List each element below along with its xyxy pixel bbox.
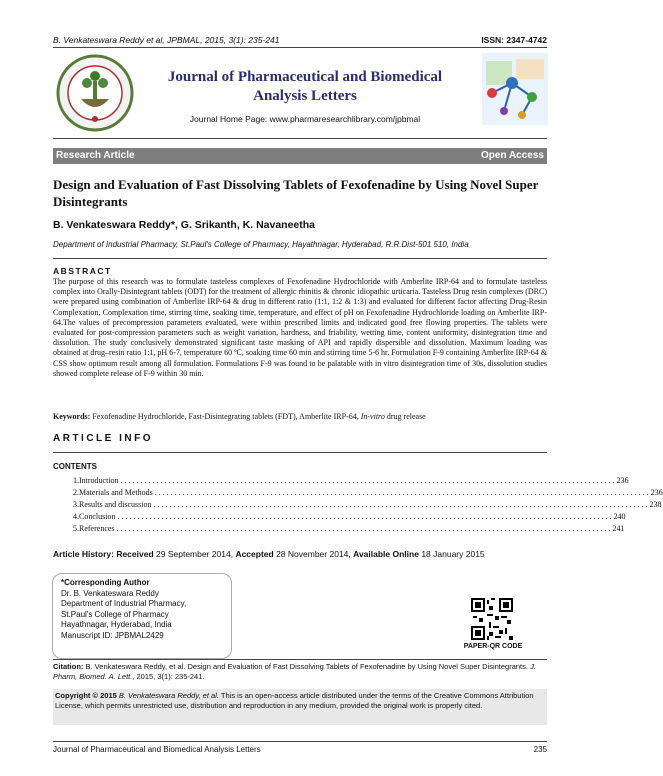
copyright-author: B. Venkateswara Reddy, et al.	[118, 691, 219, 700]
header-rule	[53, 47, 547, 48]
header-bottom-rule	[53, 138, 547, 139]
page-number: 235	[533, 745, 547, 754]
issn: ISSN: 2347-4742	[481, 35, 547, 45]
toc-title: Materials and Methods	[79, 488, 153, 497]
online-date: 18 January 2015	[421, 549, 485, 559]
toc-number: 2.	[73, 488, 79, 497]
toc-page: 240	[613, 512, 626, 521]
qr-code-caption: PAPER-QR CODE	[463, 643, 523, 650]
toc-page: 241	[612, 524, 625, 533]
corresponding-line: Manuscript ID: JPBMAL2429	[61, 630, 164, 640]
corresponding-line: Department of Industrial Pharmacy,	[61, 599, 187, 608]
online-label: Available Online	[353, 549, 419, 559]
toc-number: 4.	[73, 512, 79, 521]
footer-rule	[53, 741, 547, 742]
keywords-tail: drug release	[386, 412, 426, 421]
citation-text: B. Venkateswara Reddy, et al. Design and Evaluation of Fast Dissolving Tablets of Fexofenadine by Using Novel Super Disintegrants.	[85, 662, 528, 671]
authors: B. Venkateswara Reddy*, G. Srikanth, K. Navaneetha	[53, 219, 316, 231]
corresponding-line: Hayathnagar, Hyderabad, India	[61, 620, 172, 629]
journal-seal-logo	[55, 53, 135, 133]
toc-title: Results and discussion	[79, 500, 152, 509]
keywords-text: Fexofenadine Hydrochloride, Fast-Disintegrating tablets (FDT), Amberlite IRP-64,	[92, 412, 359, 421]
qr-code-icon[interactable]	[471, 598, 513, 640]
keywords	[53, 412, 547, 422]
citation	[53, 662, 547, 682]
copyright-text: This is an open-access article distributed under the terms of the Creative Commons Attribution License, which permits unrestricted use, distribution and reproduction in any medium, provided the original work is properly cited.	[55, 691, 534, 710]
toc-item[interactable]	[73, 509, 626, 521]
table-of-contents	[73, 473, 663, 533]
citation-label: Citation:	[53, 662, 84, 671]
copyright-box	[53, 689, 547, 725]
toc-item[interactable]	[73, 485, 663, 497]
abstract-text: The purpose of this research was to formulate tasteless complexes of Fexofenadine Hydrochloride with Amberlite IRP-64 and to formulate tasteless complex into Orally-Disintegrant tablets (ODT) for the treatment of allergic rhinitis & chronic idiopathic urticaria. Tasteless Drug resin complexes (DRC) were prepared using combination of Amberlite IRP-64 & drug in different ratio (1:1, 1:2 & 1:3) and evaluated for different factor affecting Drug-Resin Complexation, Complexation time, stirring time, soaking time, temperature, and effect of pH on Fexofenadine Hydrochloride loading on Amberlite IRP-64.The values of precompression parameters evaluated, were within prescribed limits and indicated good free flowing properties. The tablets were evaluated for post-compression parameters such as weight variation, hardness, and friability, wetting time, content uniformity, disintegration time and dissolution. The study conclusively demonstrated significant taste masking of API and rapidly dispersible and dissolution. Maximum loading was obtained at drug–resin ratio 1:1, pH 6-7, temperature 60 ºC, soaking time 60 min and stirring time 5-6 hr. Formulation F-9 containing Amberlite IRP-64 & CSS show optimum result among all formulation. Formulations F-9 was found to be palatable with in vitro disintegration time of 30s, dissolution studies showed complete release of F-9 within 30 min.	[53, 277, 547, 378]
history-label: Article History:	[53, 549, 114, 559]
received-date: 29 September 2014,	[156, 549, 234, 559]
accepted-date: 28 November 2014,	[276, 549, 351, 559]
received-label: Received	[116, 549, 154, 559]
toc-leader: . . . . . . . . . . . . . . . . . . . . . . . . . . . . . . . . . . . . . . . . . . . . . . . . . . . . . . . . . . . . . . . . . . . . . . . . . . . . . . . . . . . . . . . . . . . . . . . . . . . . . . . . . . . . . . . . . . . . . . . . . . . .	[116, 524, 611, 533]
citation-journal: J. Pharm, Biomed. A. Lett.	[53, 662, 536, 681]
toc-number: 1.	[73, 476, 79, 485]
toc-item[interactable]	[73, 473, 629, 485]
contents-label: CONTENTS	[53, 462, 97, 471]
toc-leader: . . . . . . . . . . . . . . . . . . . . . . . . . . . . . . . . . . . . . . . . . . . . . . . . . . . . . . . . . . . . . . . . . . . . . . . . . . . . . . . . . . . . . . . . . . . . . . . . . . . . . . . . . . . . . . . . . . . . . . . . . . . .	[120, 476, 615, 485]
toc-leader: . . . . . . . . . . . . . . . . . . . . . . . . . . . . . . . . . . . . . . . . . . . . . . . . . . . . . . . . . . . . . . . . . . . . . . . . . . . . . . . . . . . . . . . . . . . . . . . . . . . . . . . . . . . . . . . . . . . . . . . . . . . .	[117, 512, 612, 521]
citation-tail: , 2015, 3(1): 235-241.	[132, 672, 205, 681]
article-history	[53, 549, 485, 559]
toc-leader: . . . . . . . . . . . . . . . . . . . . . . . . . . . . . . . . . . . . . . . . . . . . . . . . . . . . . . . . . . . . . . . . . . . . . . . . . . . . . . . . . . . . . . . . . . . . . . . . . . . . . . . . . . . . . . . . . . . . . . . . . . . .	[154, 488, 649, 497]
corresponding-author-label: *Corresponding Author	[61, 578, 150, 587]
toc-page: 236	[616, 476, 629, 485]
affiliation-rule	[53, 258, 547, 259]
open-access-label: Open Access	[481, 150, 544, 161]
toc-title: Conclusion	[79, 512, 116, 521]
article-type-banner	[53, 148, 547, 164]
research-article-label: Research Article	[56, 150, 135, 161]
accepted-label: Accepted	[235, 549, 274, 559]
toc-item[interactable]	[73, 521, 625, 533]
toc-page: 236	[650, 488, 663, 497]
journal-title: Journal of Pharmaceutical and Biomedical Analysis Letters	[167, 69, 443, 104]
corresponding-author-box	[52, 573, 232, 659]
toc-item[interactable]	[73, 497, 662, 509]
affiliation: Department of Industrial Pharmacy, St.Paul's College of Pharmacy, Hayathnagar, Hyderabad, R.R.Dist-501 510, India	[53, 240, 469, 249]
corresponding-line: St.Paul's College of Pharmacy	[61, 609, 169, 619]
citation-rule	[53, 659, 547, 660]
toc-number: 5.	[73, 524, 79, 533]
copyright-label: Copyright © 2015	[55, 691, 117, 700]
article-title: Design and Evaluation of Fast Dissolving Tablets of Fexofenadine by Using Novel Super Disintegrants	[53, 177, 539, 209]
keywords-italic: In-vitro	[360, 412, 385, 421]
toc-number: 3.	[73, 500, 79, 509]
toc-page: 238	[649, 500, 662, 509]
running-head: B. Venkateswara Reddy et al, JPBMAL, 2015, 3(1): 235-241	[53, 35, 280, 45]
toc-leader: . . . . . . . . . . . . . . . . . . . . . . . . . . . . . . . . . . . . . . . . . . . . . . . . . . . . . . . . . . . . . . . . . . . . . . . . . . . . . . . . . . . . . . . . . . . . . . . . . . . . . . . . . . . . . . . . . . . . . . . . . . . .	[153, 500, 648, 509]
keywords-label: Keywords:	[53, 412, 91, 421]
abstract-heading: ABSTRACT	[53, 266, 112, 276]
toc-title: Introduction	[79, 476, 119, 485]
toc-title: References	[79, 524, 115, 533]
molecule-image	[482, 53, 548, 125]
journal-home-page: Journal Home Page: www.pharmaresearchlibrary.com/jpbmal	[189, 114, 421, 124]
article-info-rule	[53, 452, 547, 453]
article-info-heading: ARTICLE INFO	[53, 433, 153, 444]
footer-journal: Journal of Pharmaceutical and Biomedical Analysis Letters	[53, 745, 261, 754]
corresponding-line: Dr. B. Venkateswara Reddy	[61, 588, 159, 598]
